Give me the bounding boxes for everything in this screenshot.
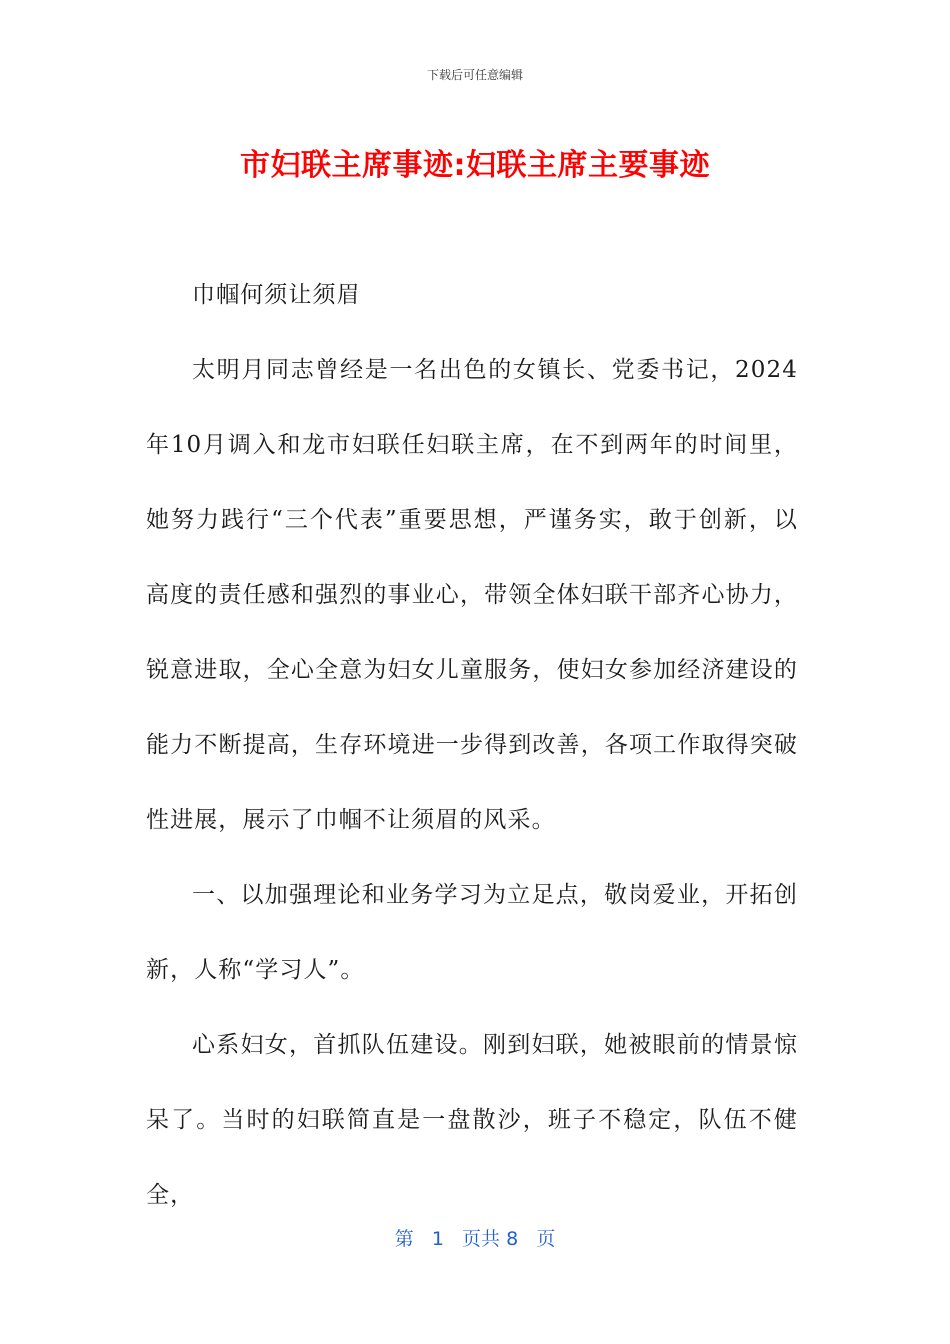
footer-middle: 页共 [462,1228,501,1250]
paragraph-intro: 太明月同志曾经是一名出色的女镇长、党委书记，2024年10月调入和龙市妇联任妇联主席，在不到两年的时间里，她努力践行“三个代表”重要思想，严谨务实，敢于创新，以高度的责任感和强烈的事业心，带领全体妇联干部齐心协力，锐意进取，全心全意为妇女儿童服务，使妇女参加经济建设的能力不断提高，生存环境进一步得到改善，各项工作取得突破性进展，展示了巾帼不让须眉的风采。 [146,357,798,833]
footer-current-page: 1 [431,1228,444,1250]
paragraph-body: 心系妇女，首抓队伍建设。刚到妇联，她被眼前的情景惊呆了。当时的妇联简直是一盘散沙，班子不稳定，队伍不健全， [146,1032,798,1208]
footer-suffix: 页 [536,1228,556,1250]
page-header-note: 下载后可任意编辑 [426,68,523,82]
footer-total-pages: 8 [506,1228,519,1250]
document-body [146,258,798,1233]
paragraph-subtitle: 巾帼何须让须眉 [192,282,361,308]
page-footer [0,1224,950,1254]
footer-prefix: 第 [394,1228,414,1250]
paragraph-section-heading: 一、以加强理论和业务学习为立足点，敬岗爱业，开拓创新，人称“学习人”。 [146,882,798,983]
document-title: 市妇联主席事迹:妇联主席主要事迹 [240,148,710,183]
